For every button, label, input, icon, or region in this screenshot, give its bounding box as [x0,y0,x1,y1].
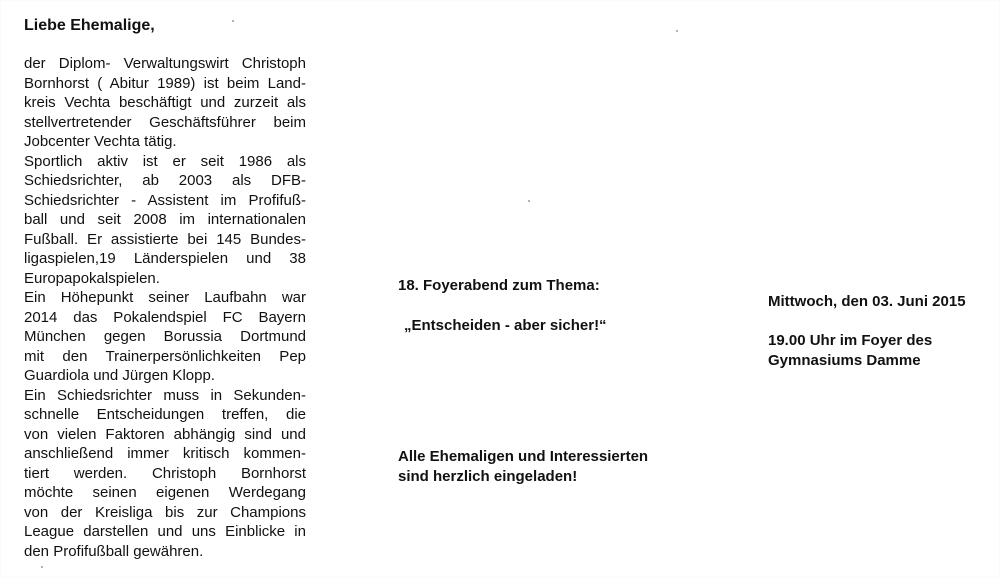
bio-line: ball und seit 2008 im internationalen [24,211,306,228]
invitation-line: sind herzlich eingeladen! [398,468,578,485]
bio-line: den Profifußball gewähren. [24,542,204,560]
bio-line: möchte seinen eigenen Werdegang [24,484,306,501]
invitation-line: Alle Ehemaligen und Interessierten [398,448,649,465]
speaker-bio [24,54,306,561]
bio-line: Europapokalspielen. [24,269,160,287]
greeting: Liebe Ehemalige, [24,17,155,34]
bio-line: kreis Vechta beschäftigt und zurzeit als [24,94,306,111]
scan-speck [41,566,43,568]
bio-line: Ein Höhepunkt seiner Laufbahn war [24,289,306,306]
bio-line: München gegen Borussia Dortmund [24,328,306,345]
bio-line: anschließend immer kritisch kommen- [24,445,306,462]
scan-speck [232,20,234,22]
bio-line: Bornhorst ( Abitur 1989) ist beim Land- [24,74,306,92]
bio-line: stellvertretender Geschäftsführer beim [24,113,306,131]
event-date: Mittwoch, den 03. Juni 2015 [768,293,966,310]
event-topic: „Entscheiden - aber sicher!“ [404,317,607,334]
bio-line: Guardiola und Jürgen Klopp. [24,367,215,384]
bio-line: der Diplom- Verwaltungswirt Christoph [24,55,306,72]
bio-line: Sportlich aktiv ist er seit 1986 als [24,152,306,170]
bio-line: mit den Trainerpersönlichkeiten Pep [24,347,306,365]
bio-line: tiert werden. Christoph Bornhorst [24,464,306,482]
scan-speck [676,30,678,32]
bio-line: von vielen Faktoren abhängig sind und [24,425,306,443]
scan-speck [528,200,530,202]
event-title: 18. Foyerabend zum Thema: [398,277,600,294]
event-place-line: 19.00 Uhr im Foyer des [768,332,933,349]
bio-line: von der Kreisliga bis zur Champions [24,503,306,521]
bio-line: Schiedsrichter - Assistent im Profifuß- [24,191,306,209]
bio-line: 2014 das Pokalendspiel FC Bayern [24,308,306,326]
bio-line: schnelle Entscheidungen treffen, die [24,406,306,423]
bio-line: Ein Schiedsrichter muss in Sekunden- [24,386,306,404]
bio-line: Jobcenter Vechta tätig. [24,133,177,150]
bio-line: Fußball. Er assistierte bei 145 Bundes- [24,230,306,248]
event-place [768,331,978,371]
bio-line: ligaspielen,19 Länderspielen und 38 [24,250,306,267]
invitation [398,447,648,487]
event-place-line: Gymnasiums Damme [768,352,921,369]
bio-line: League darstellen und uns Einblicke in [24,523,306,540]
bio-line: Schiedsrichter, ab 2003 als DFB- [24,172,306,189]
